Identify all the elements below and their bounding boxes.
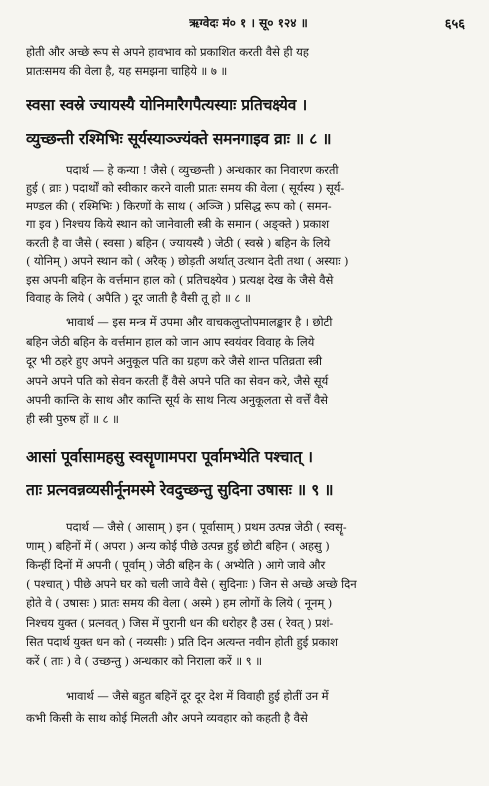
running-title: ऋग्वेदः मं० १ । सू० १२४ ॥	[189, 16, 308, 30]
bhavartha-line: दूर भी ठहरे हुए अपने अनुकूल पति का ग्रहण करे जैसे शान्त पतिव्रता स्त्री	[26, 354, 322, 368]
padartha-line: इस अपनी बहिन के वर्त्तमान हाल को ( प्रतिचक्ष्येव ) प्रत्यक्ष देख के जैसे वैसे	[26, 273, 334, 287]
bhavartha-line: भावार्थ — इस मन्त्र में उपमा और वाचकलुप्तोपमालङ्कार है । छोटी	[66, 315, 333, 329]
bhavartha-line: ही स्त्री पुरुष हों ॥ ८ ॥	[26, 412, 119, 426]
bhavartha-line: कभी किसी के साथ कोई मिलती और अपने व्यवहार को कहती है वैसे	[26, 711, 308, 725]
padartha-line: ( योनिम् ) अपने स्थान को ( अरैक् ) छोड़ती अर्थात् उत्थान देती तथा ( अस्याः )	[26, 254, 349, 268]
text-line: होती और अच्छे रूप से अपने हावभाव को प्रकाशित करती वैसे ही यह	[26, 45, 309, 59]
padartha-line: करती है वा जैसे ( स्वसा ) बहिन ( ज्यायस्यै ) जेठी ( स्वस्रे ) बहिन के लिये	[26, 236, 331, 250]
bhavartha-line: भावार्थ — जैसे बहुत बहिनें दूर दूर देश में विवाही हुई होतीं उन में	[66, 689, 329, 703]
bhavartha-line: अपने अपने पति को सेवन करती हैं वैसे अपने पति का सेवन करे, जैसे सूर्य	[26, 374, 329, 388]
padartha-line: करें ( ताः ) वे ( उच्छन्तु ) अन्धकार को निराला करें ॥ ९ ॥	[26, 654, 263, 668]
padartha-line: पदार्थ — हे कन्या ! जैसे ( व्युच्छन्ती ) अन्धकार का निवारण करती	[66, 163, 339, 177]
mantra-line: स्वसा स्वस्रे ज्यायस्यै योनिमारैगपैत्यस्याः प्रतिचक्ष्येव ।	[26, 95, 307, 114]
bhavartha-line: अपनी कान्ति के साथ और कान्ति सूर्य के साथ नित्य अनुकूलता से वर्त्तें वैसे	[26, 393, 328, 407]
padartha-line: किन्हीं दिनों में अपनी ( पूर्वाम् ) जेठी बहिन के ( अभ्येति ) आगे जावे और	[26, 558, 326, 572]
mantra-line: आसां पूर्वासामहसु स्वसॄणामपरा पूर्वामभ्येति पश्चात् ।	[26, 447, 313, 466]
padartha-line: सित पदार्थ युक्त धन को ( नव्यसीः ) प्रति दिन अत्यन्त नवीन होती हुई प्रकाश	[26, 635, 338, 649]
padartha-line: गा इव ) निश्चय किये स्थान को जानेवाली स्त्री के समान ( अङ्क्ते ) प्रकाश	[26, 217, 330, 231]
padartha-line: पदार्थ — जैसे ( आसाम् ) इन ( पूर्वासाम् ) प्रथम उत्पन्न जेठी ( स्वसॄ-	[66, 520, 347, 534]
mantra-line: ताः प्रत्नवन्नव्यसीर्नूनमस्मे रेवदुच्छन्तु सुदिना उषासः ॥ ९ ॥	[26, 480, 334, 499]
padartha-line: हुई ( व्राः ) पदार्थों को स्वीकार करने वाली प्रातः समय की वेला ( सूर्यस्य ) सूर्य-	[26, 181, 345, 195]
page-number: ६५६	[444, 17, 465, 32]
padartha-line: णाम् ) बहिनों में ( अपरा ) अन्य कोई पीछे उत्पन्न हुई छोटी बहिन ( अहसु )	[26, 539, 330, 553]
padartha-line: मण्डल की ( रश्मिभिः ) किरणों के साथ ( अञ्जि ) प्रसिद्ध रूप को ( समन-	[26, 199, 332, 213]
padartha-line: होते वे ( उषासः ) प्रातः समय की वेला ( अस्मे ) हम लोगों के लिये ( नूनम् )	[26, 596, 333, 610]
padartha-line: विवाह के लिये ( अपैति ) दूर जाती है वैसी तू हो ॥ ८ ॥	[26, 291, 251, 305]
padartha-line: ( पश्चात् ) पीछे अपने घर को चली जावे वैसे ( सुदिनाः ) जिन से अच्छे अच्छे दिन	[26, 577, 357, 591]
mantra-line: व्युच्छन्ती रश्मिभिः सूर्यस्याञ्ज्यंक्ते समनगाइव व्राः ॥ ८ ॥	[26, 129, 332, 148]
padartha-line: निश्चय युक्त ( प्रत्नवत् ) जिस में पुरानी धन की धरोहर है उस ( रेवत् ) प्रशं-	[26, 616, 334, 630]
text-line: प्रातःसमय की वेला है, यह समझना चाहिये ॥ ७ ॥	[26, 64, 228, 78]
bhavartha-line: बहिन जेठी बहिन के वर्त्तमान हाल को जान आप स्वयंवर विवाह के लिये	[26, 335, 315, 349]
page-header	[30, 12, 467, 34]
